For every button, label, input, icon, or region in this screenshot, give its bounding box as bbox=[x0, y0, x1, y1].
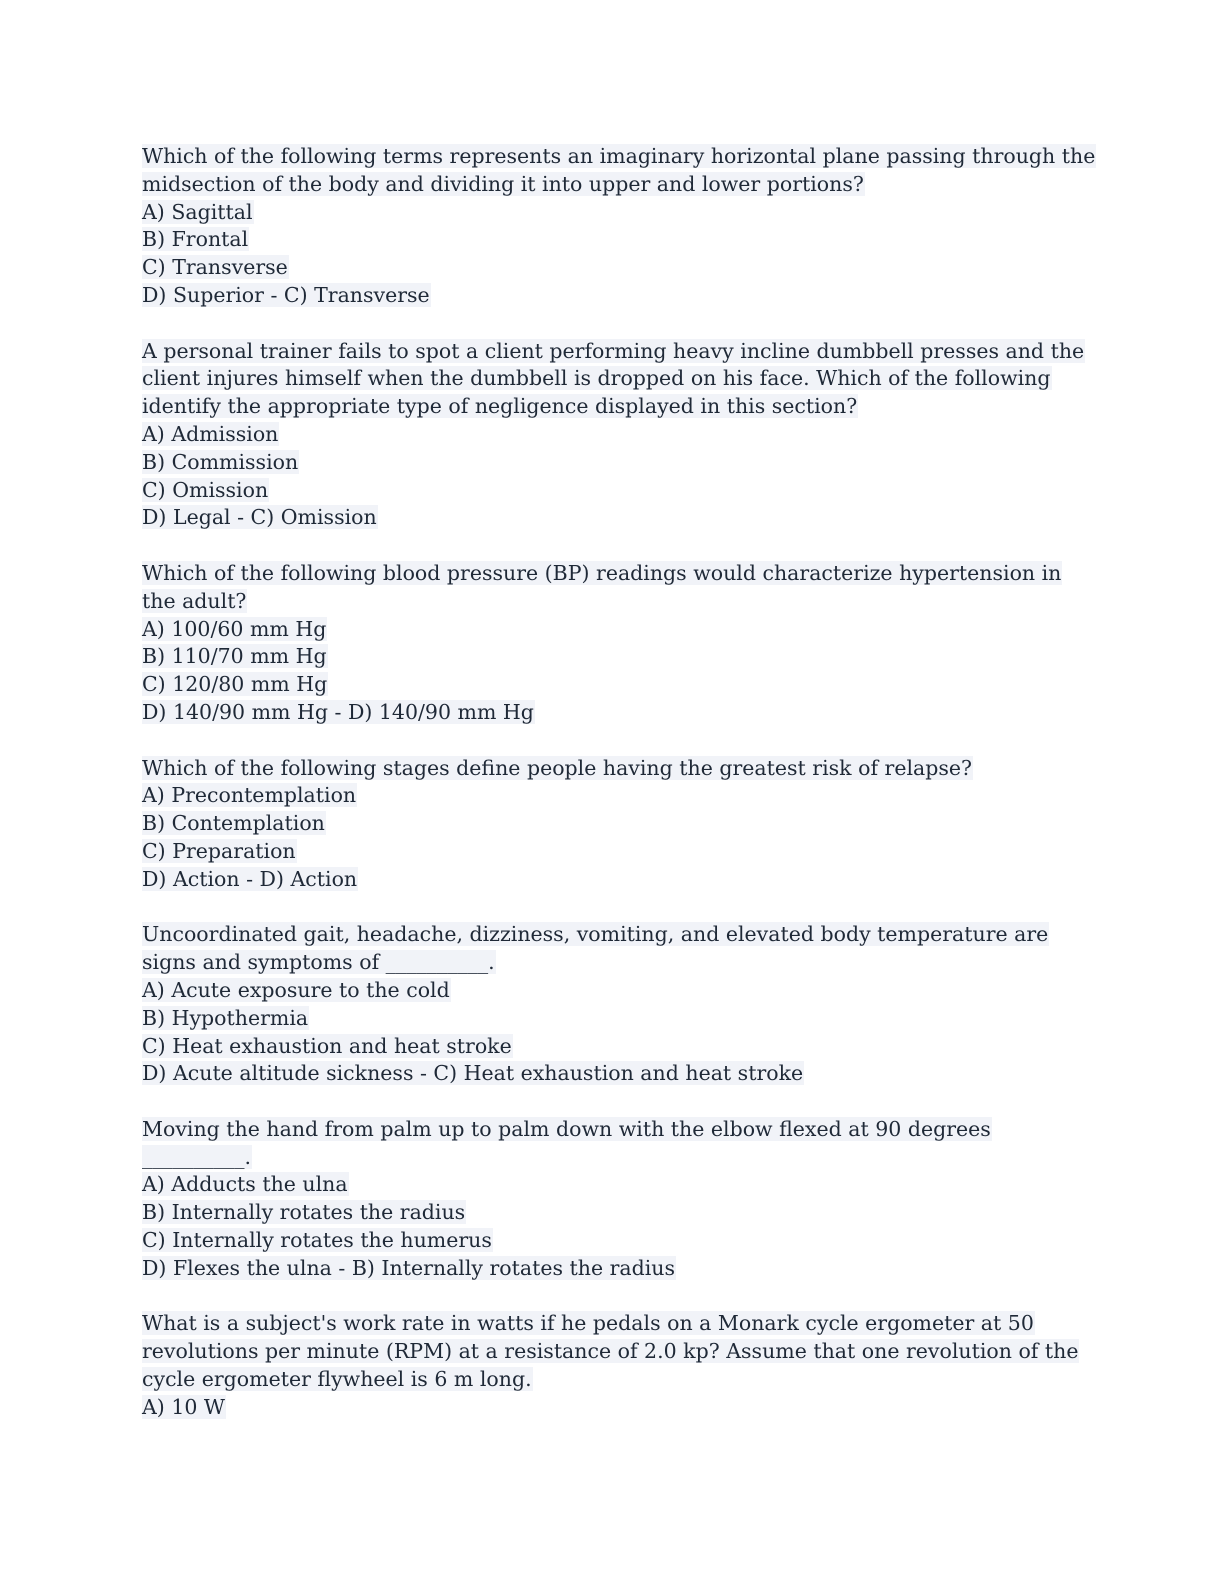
answer-option-b: B) Internally rotates the radius bbox=[142, 1200, 466, 1225]
question-text bbox=[142, 338, 1085, 421]
answer-option-d: D) Flexes the ulna - B) Internally rotates the radius bbox=[142, 1255, 676, 1280]
answer-option-c: C) 120/80 mm Hg bbox=[142, 672, 328, 697]
answer-option-d: D) 140/90 mm Hg - D) 140/90 mm Hg bbox=[142, 699, 534, 724]
question-line: Which of the following terms represents an imaginary horizontal plane passing through the bbox=[142, 144, 1096, 168]
answer-option-a: A) Adducts the ulna bbox=[142, 1172, 348, 1197]
question-line: Which of the following stages define people having the greatest risk of relapse? bbox=[142, 755, 973, 780]
question-4 bbox=[142, 755, 1082, 894]
question-text bbox=[142, 1310, 1082, 1393]
question-line: client injures himself when the dumbbell is dropped on his face. Which of the following bbox=[142, 366, 1051, 391]
answer-option-d: D) Superior - C) Transverse bbox=[142, 282, 430, 307]
question-2 bbox=[142, 338, 1085, 533]
answer-option-d: D) Acute altitude sickness - C) Heat exhaustion and heat stroke bbox=[142, 1061, 804, 1086]
question-line: Uncoordinated gait, headache, dizziness, vomiting, and elevated body temperature are bbox=[142, 922, 1049, 947]
answer-option-c: C) Transverse bbox=[142, 255, 288, 280]
question-5 bbox=[142, 921, 1082, 1088]
question-line: cycle ergometer flywheel is 6 m long. bbox=[142, 1367, 532, 1392]
answer-option-b: B) Contemplation bbox=[142, 811, 325, 836]
question-line: identify the appropriate type of negligence displayed in this section? bbox=[142, 394, 858, 419]
answer-option-a: A) Admission bbox=[142, 421, 279, 446]
answer-option-a: A) Precontemplation bbox=[142, 783, 357, 808]
question-1 bbox=[142, 143, 1096, 310]
question-line: the adult? bbox=[142, 588, 247, 613]
question-text bbox=[142, 560, 1082, 616]
question-3 bbox=[142, 560, 1082, 727]
question-line: __________. bbox=[142, 1144, 252, 1169]
answer-option-c: C) Internally rotates the humerus bbox=[142, 1228, 492, 1253]
question-line: signs and symptoms of __________. bbox=[142, 950, 495, 975]
question-6 bbox=[142, 1116, 1082, 1283]
question-line: revolutions per minute (RPM) at a resistance of 2.0 kp? Assume that one revolution of the bbox=[142, 1339, 1079, 1364]
answer-option-d: D) Legal - C) Omission bbox=[142, 505, 377, 530]
question-line: Which of the following blood pressure (BP) readings would characterize hypertension in bbox=[142, 560, 1062, 585]
answer-option-b: B) Hypothermia bbox=[142, 1005, 309, 1030]
answer-option-a: A) Sagittal bbox=[142, 199, 253, 224]
answer-option-a: A) Acute exposure to the cold bbox=[142, 977, 450, 1002]
question-text bbox=[142, 755, 1082, 783]
document-page bbox=[142, 143, 1096, 1449]
question-text bbox=[142, 143, 1096, 199]
answer-option-c: C) Heat exhaustion and heat stroke bbox=[142, 1033, 512, 1058]
answer-option-b: B) Commission bbox=[142, 449, 299, 474]
answer-option-a: A) 100/60 mm Hg bbox=[142, 616, 327, 641]
question-line: midsection of the body and dividing it into upper and lower portions? bbox=[142, 171, 864, 196]
answer-option-b: B) Frontal bbox=[142, 227, 249, 252]
question-7 bbox=[142, 1310, 1082, 1421]
question-line: A personal trainer fails to spot a client performing heavy incline dumbbell presses and the bbox=[142, 338, 1085, 363]
question-line: What is a subject's work rate in watts if he pedals on a Monark cycle ergometer at 50 bbox=[142, 1311, 1034, 1336]
answer-option-b: B) 110/70 mm Hg bbox=[142, 644, 327, 669]
question-text bbox=[142, 921, 1082, 977]
question-line: Moving the hand from palm up to palm down with the elbow flexed at 90 degrees bbox=[142, 1116, 991, 1141]
answer-option-c: C) Preparation bbox=[142, 838, 296, 863]
question-text bbox=[142, 1116, 1082, 1172]
answer-option-a: A) 10 W bbox=[142, 1394, 225, 1419]
answer-option-c: C) Omission bbox=[142, 477, 269, 502]
answer-option-d: D) Action - D) Action bbox=[142, 866, 358, 891]
